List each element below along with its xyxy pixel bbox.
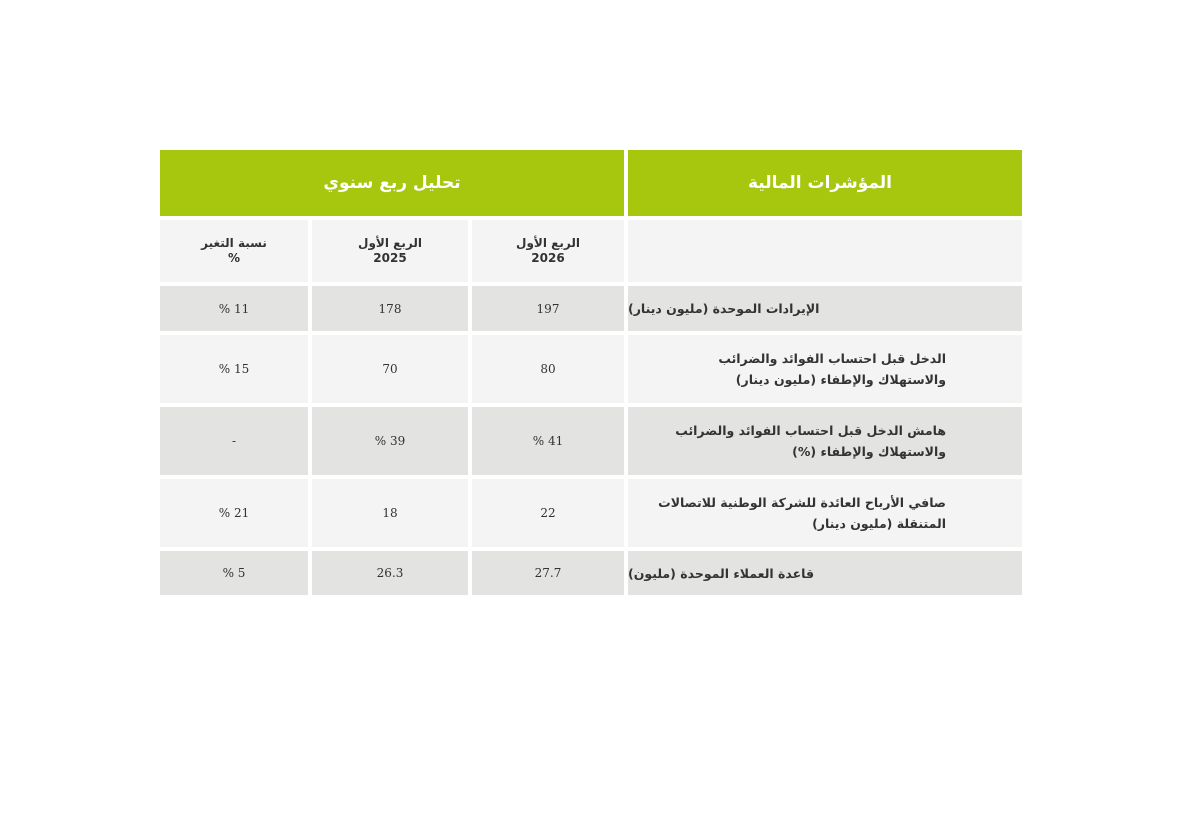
q1-2026-label: الربع الأول: [516, 236, 580, 250]
change-label: نسبة التغير: [201, 236, 267, 250]
q1-2025-cell: 70: [312, 335, 468, 403]
indicator-cell: هامش الدخل قبل احتساب الفوائد والضرائب والاستهلاك والإطفاء (%): [628, 407, 1022, 475]
table-row: [160, 479, 1022, 547]
table-header-row: [160, 150, 1022, 216]
change-unit: %: [227, 251, 241, 265]
change-cell: % 5: [160, 551, 308, 595]
change-cell: % 15: [160, 335, 308, 403]
q1-2025-cell: 18: [312, 479, 468, 547]
q1-2025-cell: 178: [312, 286, 468, 331]
financial-indicators-header: المؤشرات المالية: [628, 150, 1022, 216]
q1-2026-cell: 22: [472, 479, 624, 547]
column-header-row: [160, 220, 1022, 282]
q1-2025-cell: 26.3: [312, 551, 468, 595]
q1-2025-cell: % 39: [312, 407, 468, 475]
change-column-header: [160, 220, 308, 282]
indicator-column-header: [628, 220, 1022, 282]
indicator-cell: الإيرادات الموحدة (مليون دينار): [628, 286, 1022, 331]
q1-2025-label: الربع الأول: [358, 236, 422, 250]
q1-2025-year: 2025: [373, 251, 407, 265]
change-cell: -: [160, 407, 308, 475]
table-row: [160, 286, 1022, 331]
q1-2025-column-header: [312, 220, 468, 282]
q1-2026-cell: 197: [472, 286, 624, 331]
indicator-cell: صافي الأرباح العائدة للشركة الوطنية للاتصالات المتنقلة (مليون دينار): [628, 479, 1022, 547]
table-row: [160, 551, 1022, 595]
table-row: [160, 407, 1022, 475]
q1-2026-cell: % 41: [472, 407, 624, 475]
q1-2026-year: 2026: [531, 251, 565, 265]
q1-2026-column-header: [472, 220, 624, 282]
table-row: [160, 335, 1022, 403]
indicator-cell: قاعدة العملاء الموحدة (مليون): [628, 551, 1022, 595]
change-cell: % 11: [160, 286, 308, 331]
quarterly-analysis-header: تحليل ربع سنوي: [160, 150, 624, 216]
indicator-cell: الدخل قبل احتساب الفوائد والضرائب والاستهلاك والإطفاء (مليون دينار): [628, 335, 1022, 403]
q1-2026-cell: 27.7: [472, 551, 624, 595]
change-cell: % 21: [160, 479, 308, 547]
q1-2026-cell: 80: [472, 335, 624, 403]
